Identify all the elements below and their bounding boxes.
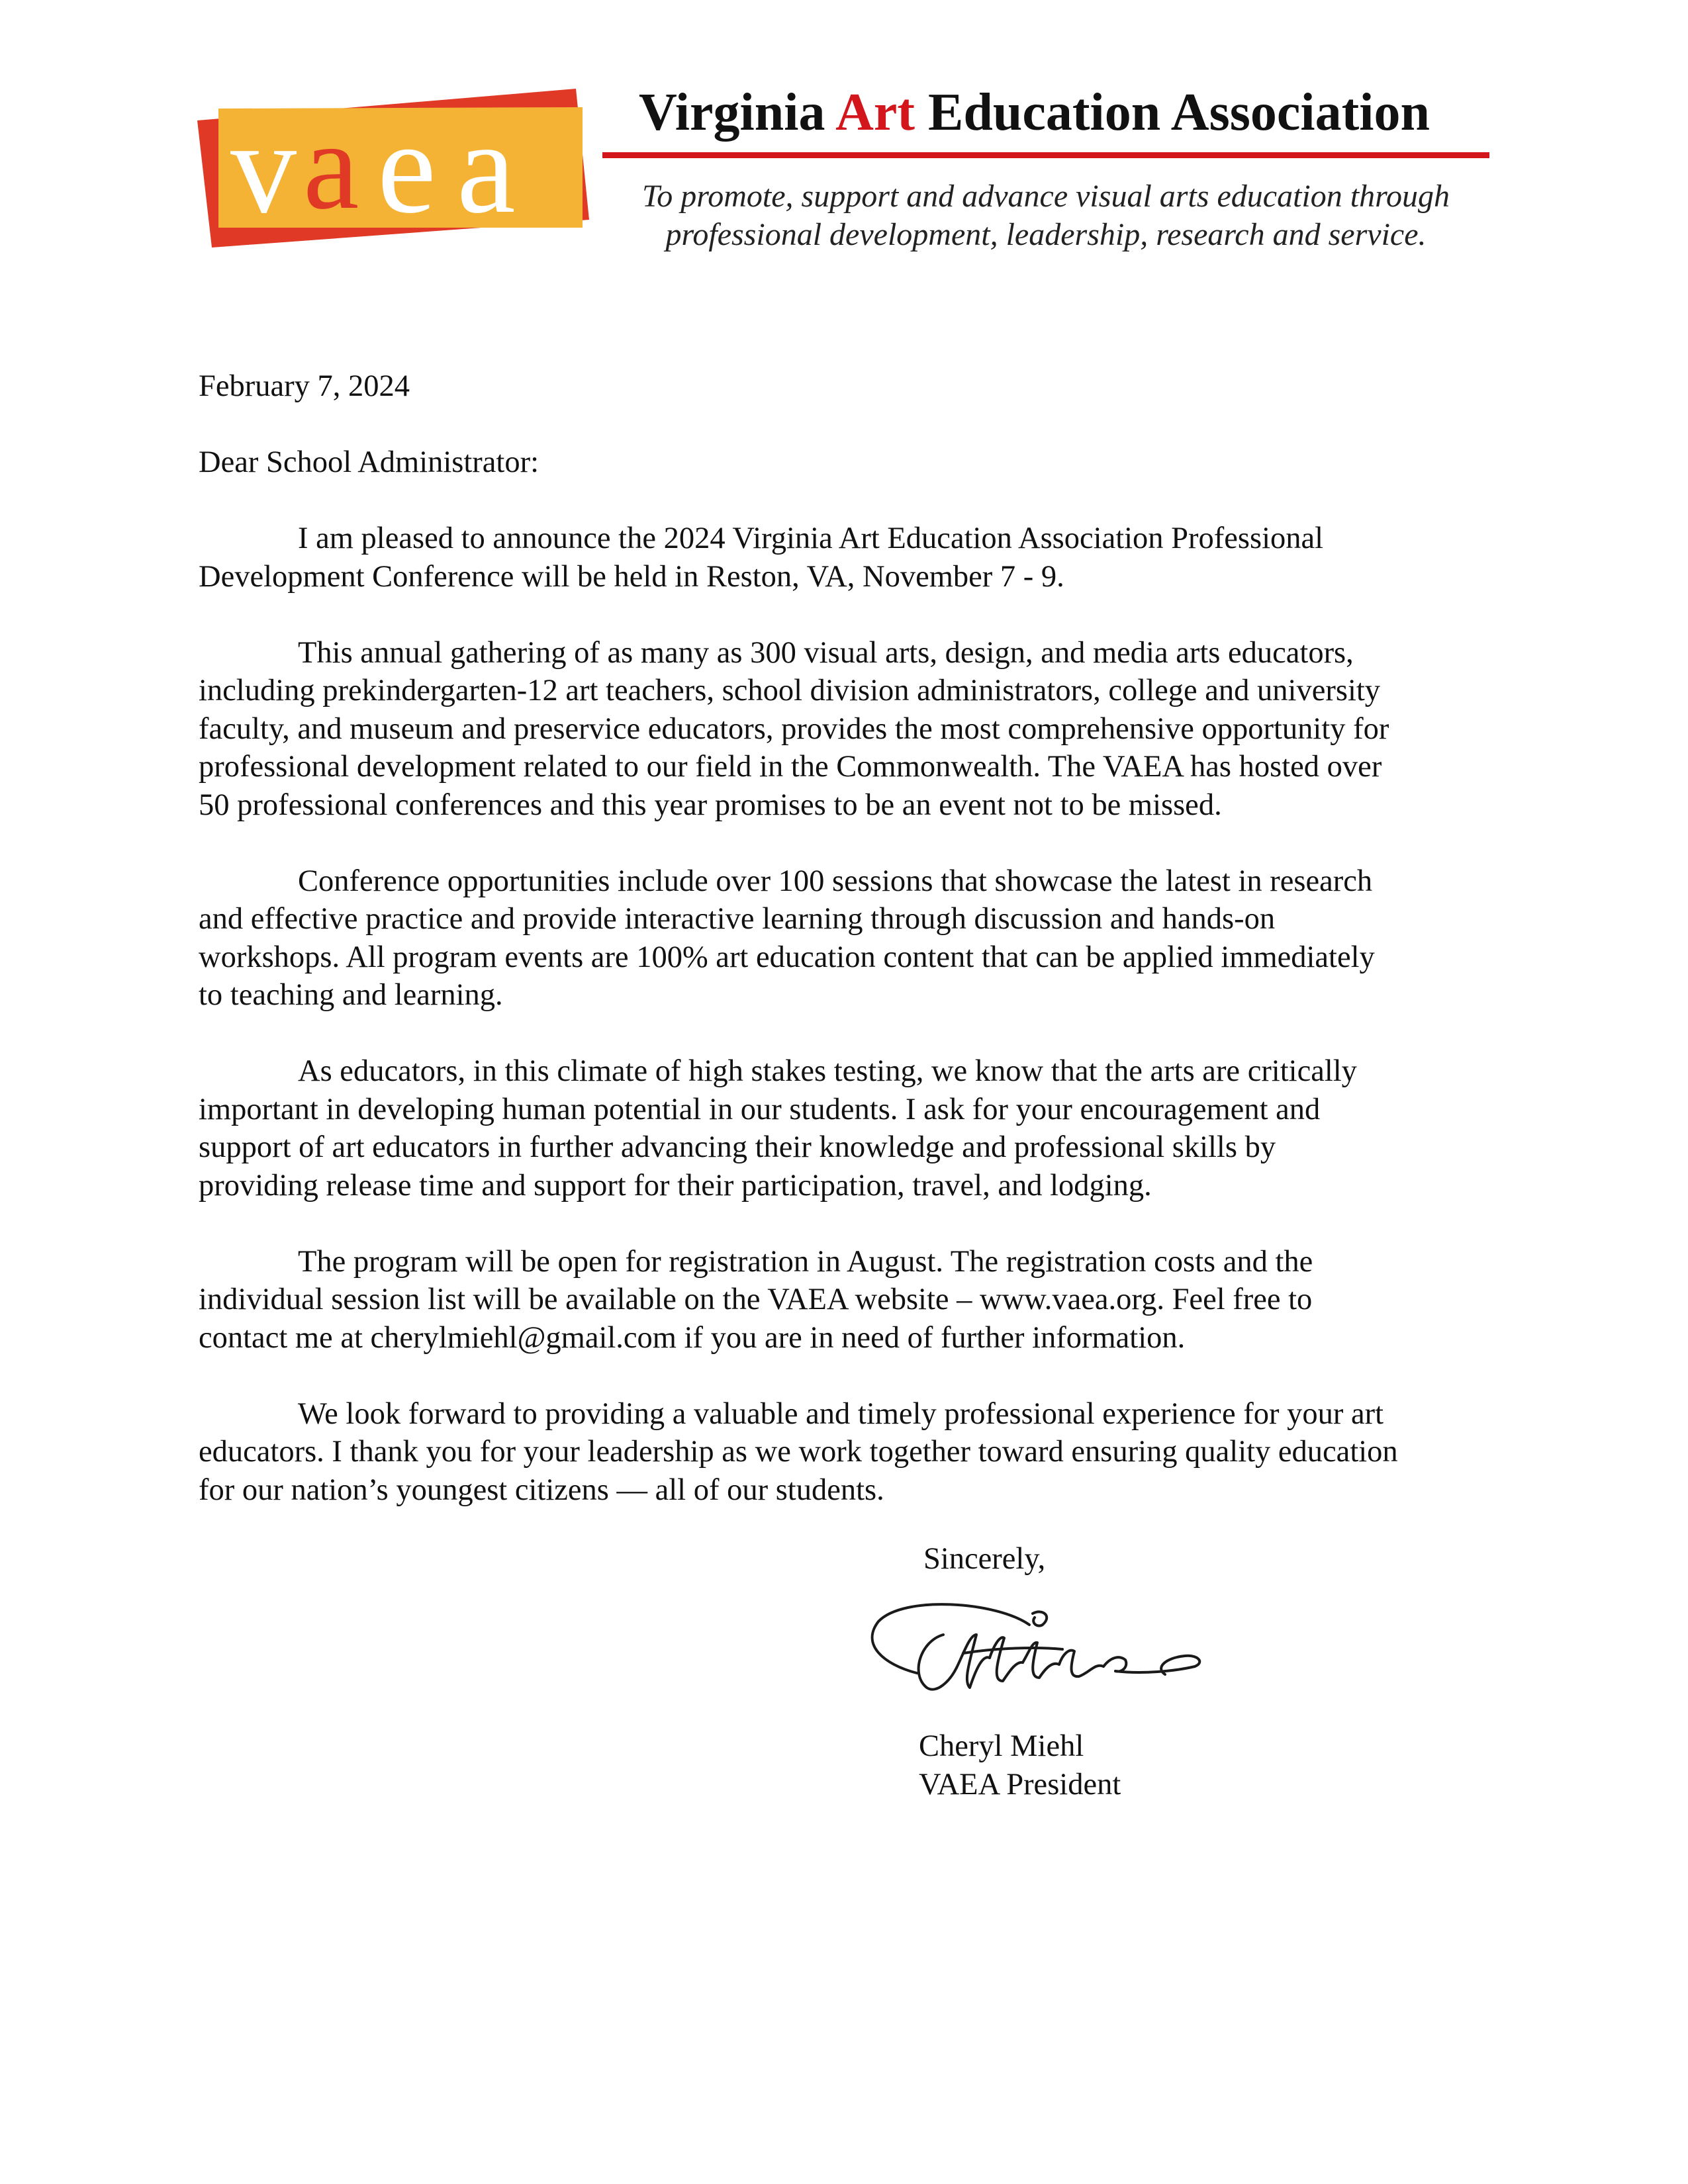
- vaea-logo: [192, 81, 602, 253]
- paragraph-line: 50 professional conferences and this year promises to be an event not to be missed.: [199, 788, 1222, 822]
- letter-date: February 7, 2024: [199, 369, 410, 403]
- paragraph-line: contact me at cherylmiehl@gmail.com if you are in need of further information.: [199, 1320, 1186, 1355]
- paragraph-line: professional development related to our field in the Commonwealth. The VAEA has hosted over: [199, 750, 1382, 784]
- paragraph-line: educators. I thank you for your leadership as we work together toward ensuring quality education: [199, 1435, 1398, 1469]
- paragraph-line: support of art educators in further advancing their knowledge and professional skills by: [199, 1130, 1276, 1164]
- paragraph-line: to teaching and learning.: [199, 978, 503, 1012]
- paragraph-line: The program will be open for registration in August. The registration costs and the: [298, 1244, 1313, 1279]
- logo-letter-v: v: [230, 95, 297, 241]
- tagline-line-2: professional development, leadership, research and service.: [665, 217, 1427, 252]
- paragraph-6: [199, 1395, 1496, 1510]
- logo-letter-a2: a: [457, 95, 516, 241]
- paragraph-line: This annual gathering of as many as 300 visual arts, design, and media arts educators,: [298, 635, 1354, 670]
- letter-body: [199, 367, 1496, 1547]
- paragraph-line: and effective practice and provide interactive learning through discussion and hands-on: [199, 902, 1276, 936]
- org-name-art: Art: [835, 83, 915, 142]
- paragraph-line: faculty, and museum and preservice educators, provides the most comprehensive opportunity for: [199, 711, 1389, 746]
- paragraph-line: Conference opportunities include over 100 sessions that showcase the latest in research: [298, 864, 1373, 898]
- title-divider: [602, 152, 1489, 158]
- paragraph-line: Development Conference will be held in Reston, VA, November 7 - 9.: [199, 559, 1064, 594]
- signature-image: [864, 1588, 1208, 1714]
- paragraph-line: providing release time and support for their participation, travel, and lodging.: [199, 1168, 1152, 1203]
- signer-title: VAEA President: [919, 1767, 1121, 1801]
- paragraph-5: [199, 1243, 1496, 1357]
- paragraph-4: [199, 1052, 1496, 1205]
- paragraph-1: [199, 520, 1496, 596]
- tagline: [596, 177, 1496, 254]
- organization-name: [639, 83, 1486, 142]
- paragraph-line: including prekindergarten-12 art teachers, school division administrators, college and university: [199, 674, 1381, 707]
- logo-letter-a1: a: [303, 97, 359, 236]
- closing: Sincerely,: [923, 1542, 1046, 1576]
- salutation: Dear School Administrator:: [199, 445, 539, 479]
- signer-block: [919, 1727, 1121, 1803]
- paragraph-line: As educators, in this climate of high stakes testing, we know that the arts are critically: [298, 1054, 1357, 1088]
- paragraph-line: important in developing human potential in our students. I ask for your encouragement and: [199, 1092, 1321, 1126]
- paragraph-2: [199, 634, 1496, 825]
- paragraph-line: workshops. All program events are 100% art education content that can be applied immediately: [199, 940, 1375, 974]
- paragraph-line: individual session list will be available on the VAEA website – www.vaea.org. Feel free to: [199, 1283, 1313, 1316]
- paragraph-line: for our nation’s youngest citizens — all of our students.: [199, 1473, 884, 1507]
- tagline-line-1: To promote, support and advance visual arts education through: [642, 179, 1450, 214]
- logo-letter-e: e: [377, 95, 436, 241]
- paragraph-3: [199, 862, 1496, 1015]
- org-name-part3: Education Association: [928, 83, 1430, 142]
- signer-name: Cheryl Miehl: [919, 1729, 1084, 1763]
- org-name-part1: Virginia: [639, 83, 825, 142]
- paragraph-line: We look forward to providing a valuable and timely professional experience for your art: [298, 1396, 1383, 1431]
- paragraph-line: I am pleased to announce the 2024 Virginia Art Education Association Professional: [298, 522, 1324, 555]
